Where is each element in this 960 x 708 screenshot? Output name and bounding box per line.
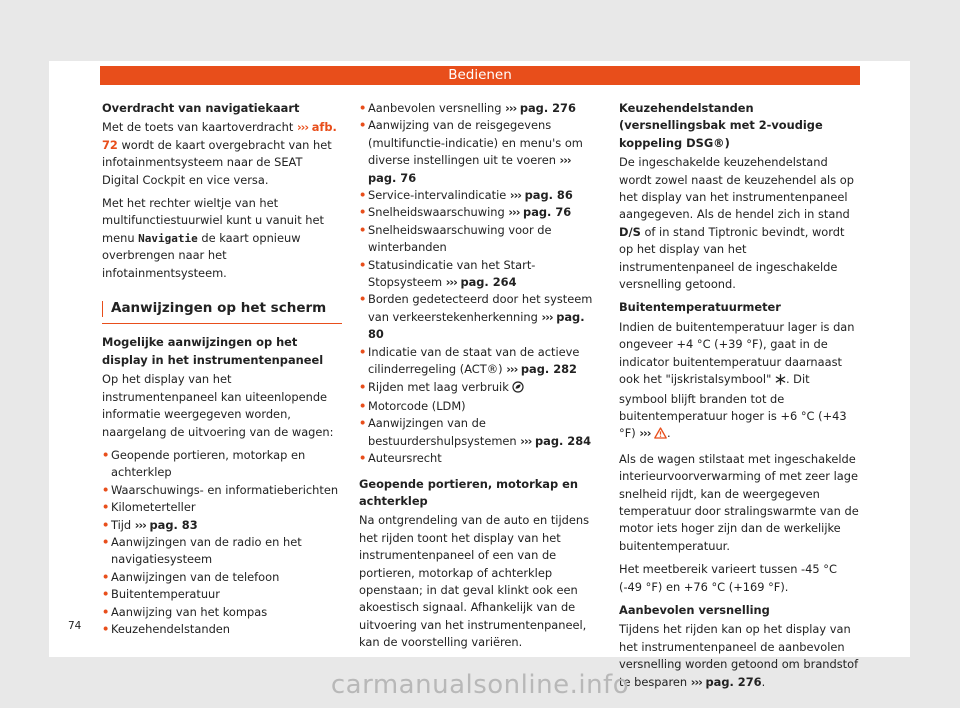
list-item: • Aanwijzingen van de radio en het navigatiesysteem [102, 534, 342, 569]
list-item: • Aanbevolen versnelling ››› pag. 276 [359, 100, 602, 117]
heading-outside-temperature: Buitentemperatuurmeter [619, 300, 781, 315]
heading-open-doors: Geopende portieren, motorkap en achterklep [359, 476, 578, 508]
paragraph-map-transfer-2: Met het rechter wieltje van het multifunctiestuurwiel kunt u vanuit het menu Navigatie de kaart opnieuw overbrengen naar het infotainmentsysteem. [102, 196, 324, 280]
list-item: • Indicatie van de staat van de actieve cilinderregeling (ACT®) ››› pag. 282 [359, 344, 602, 379]
list-item: • Buitentemperatuur [102, 586, 342, 603]
page-reference-link[interactable]: pag. 264 [460, 275, 517, 290]
page-reference-link[interactable]: pag. 80 [368, 309, 585, 342]
heading-display-indications: Mogelijke aanwijzingen op het display in het instrumentenpaneel [102, 335, 324, 367]
list-item: • Snelheidswaarschuwing ››› pag. 76 [359, 204, 602, 221]
list-item: • Waarschuwings- en informatieberichten [102, 482, 342, 499]
paragraph-measuring-range: Het meetbereik varieert tussen -45 °C (-49 °F) en +76 °C (+169 °F). [619, 562, 837, 594]
list-item: • Geopende portieren, motorkap en achterklep [102, 447, 342, 482]
paragraph-open-doors: Na ontgrendeling van de auto en tijdens het rijden toont het display van het instrumentenpaneel of een van de portieren, motorkap of achterklep openstaan; in dat geval klinkt ook een akoestisch signaal. Afhankelijk van de uitvoering van het instrumentenpaneel, kan de voorstelling variëren. [359, 513, 590, 650]
section-title: Aanwijzingen op het scherm [102, 300, 342, 324]
page-reference-link[interactable]: pag. 76 [368, 170, 417, 185]
heading-recommended-gear: Aanbevolen versnelling [619, 602, 770, 617]
paragraph-outside-temperature: Indien de buitentemperatuur lager is dan ongeveer +4 °C (+39 °F), gaat in de indicator buitentemperatuur daarnaast ook het "ijskristalsymbool" . Dit symbool blijft branden tot de buitentemperatuur hoger is +6 °C (+43 °F) ››› . [619, 319, 861, 445]
page-reference-link[interactable]: pag. 276 [705, 674, 762, 689]
paragraph-map-transfer-1: Met de toets van kaartoverdracht ››› afb. 72 wordt de kaart overgebracht van het infotainmentsysteem naar de SEAT Digital Cockpit en vice versa. [102, 120, 337, 187]
list-item: • Auteursrecht [359, 450, 602, 467]
page-reference-link[interactable]: pag. 276 [519, 101, 576, 115]
eco-icon [512, 381, 524, 398]
page-reference-link[interactable]: pag. 86 [524, 188, 573, 203]
figure-reference-link[interactable]: afb. 72 [102, 120, 337, 152]
watermark-text: carmanualsonline.info [330, 670, 630, 700]
list-item: • Borden gedetecteerd door het systeem van verkeerstekenherkenning ››› pag. 80 [359, 291, 602, 343]
list-item: • Keuzehendelstanden [102, 621, 342, 638]
list-item: • Tijd ››› pag. 83 [102, 517, 342, 534]
indication-list-2 [359, 100, 602, 468]
list-item: • Statusindicatie van het Start-Stopsysteem ››› pag. 264 [359, 257, 602, 292]
list-item: • Service-intervalindicatie ››› pag. 86 [359, 187, 602, 204]
column-3 [619, 100, 861, 697]
paragraph-recommended-gear: Tijdens het rijden kan op het display van het instrumentenpaneel de aanbevolen versnelling worden getoond om brandstof te besparen ››› pag. 276. [619, 622, 859, 689]
warning-triangle-icon[interactable] [654, 427, 667, 444]
paragraph-display-intro: Op het display van het instrumentenpaneel kan uiteenlopende informatie weergegeven worden, naargelang de uitvoering van de wagen: [102, 372, 334, 439]
list-item: • Aanwijzing van het kompas [102, 604, 342, 621]
page-reference-link[interactable]: pag. 284 [535, 433, 592, 448]
list-item: • Aanwijzing van de reisgegevens (multifunctie-indicatie) en menu's om diverse instellingen uit te voeren ››› pag. 76 [359, 117, 602, 187]
indication-list-1 [102, 447, 342, 638]
chapter-header: Bedienen [100, 66, 860, 85]
snowflake-icon [775, 373, 786, 390]
list-item: • Aanwijzingen van de bestuurdershulpsystemen ››› pag. 284 [359, 415, 602, 450]
page-reference-link[interactable]: pag. 76 [523, 205, 572, 220]
paragraph-radiant-heat: Als de wagen stilstaat met ingeschakelde interieurvoorverwarming of met zeer lage snelheid rijdt, kan de weergegeven temperatuur door stralingswarmte van de motor iets hoger zijn dan de werkelijke buitentemperatuur. [619, 451, 859, 553]
page-number: 74 [68, 620, 82, 632]
page-reference-link[interactable]: pag. 83 [149, 517, 198, 532]
paragraph-gear-positions: De ingeschakelde keuzehendelstand wordt zowel naast de keuzehendel als op het display van het instrumentenpaneel aangegeven. Als de hendel zich in stand D/S of in stand Tiptronic bevindt, wordt op het display van het instrumentenpaneel de ingeschakelde versnelling getoond. [619, 155, 854, 292]
column-1 [102, 100, 342, 638]
column-2 [359, 100, 602, 658]
list-item: • Snelheidswaarschuwing voor de winterbanden [359, 222, 602, 257]
list-item: • Motorcode (LDM) [359, 398, 602, 415]
gear-position-label: D/S [619, 224, 641, 239]
list-item: • Rijden met laag verbruik [359, 379, 602, 398]
list-item: • Aanwijzingen van de telefoon [102, 569, 342, 586]
heading-gear-positions: Keuzehendelstanden (versnellingsbak met 2-voudige koppeling DSG®) [619, 101, 823, 150]
list-item: • Kilometerteller [102, 499, 342, 516]
page-reference-link[interactable]: pag. 282 [520, 362, 577, 377]
menu-name: Navigatie [138, 231, 198, 245]
heading-map-transfer: Overdracht van navigatiekaart [102, 101, 300, 115]
